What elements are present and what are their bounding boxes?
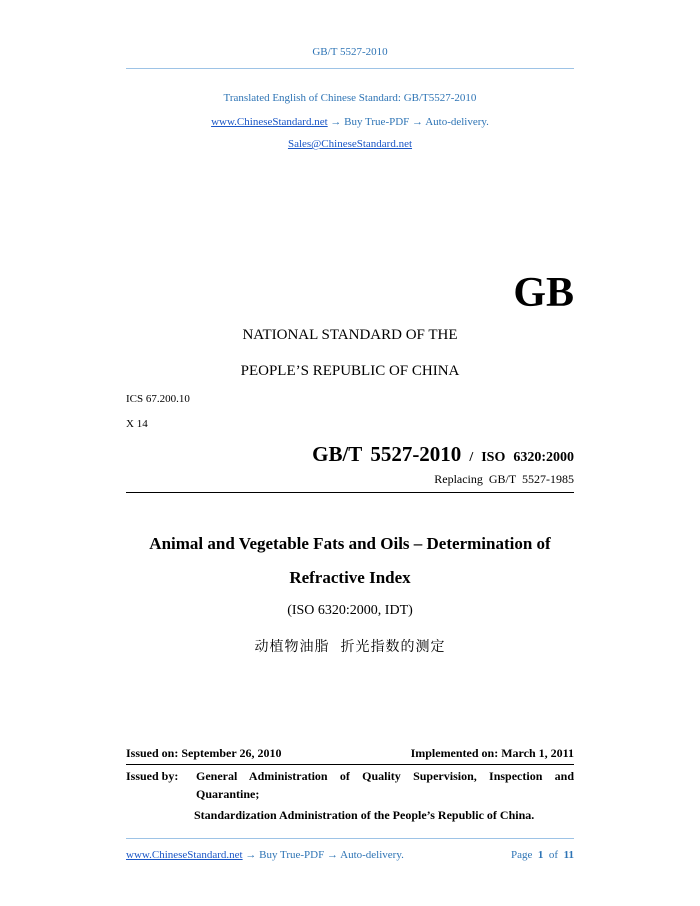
arrow-right-icon: → [245, 849, 257, 861]
purchase-links [0, 116, 700, 128]
sales-email-link[interactable]: Sales@ChineseStandard.net [287, 138, 413, 150]
document-title-line-2: Refractive Index [289, 568, 411, 587]
page-label: Page [511, 849, 533, 861]
arrow-right-icon: → [326, 849, 338, 861]
footer-buy-text: Buy True-PDF [259, 849, 325, 861]
total-pages: 11 [563, 849, 574, 861]
footer-divider [126, 838, 574, 839]
document-title-line-1: Animal and Vegetable Fats and Oils – Determination of [149, 534, 551, 553]
issuing-authority-1: General Administration of Quality Supervision, Inspection and Quarantine; [196, 769, 574, 801]
of-label: of [548, 849, 559, 861]
national-standard-line-2: PEOPLE’S REPUBLIC OF CHINA [240, 363, 460, 379]
iso-reference: (ISO 6320:2000, IDT) [287, 603, 413, 618]
replacing-note: Replacing GB/T 5527-1985 [434, 472, 574, 486]
buy-pdf-text: Buy True-PDF [344, 116, 410, 128]
email-row [0, 138, 700, 150]
arrow-right-icon: → [412, 116, 424, 128]
footer-website-link[interactable]: www.ChineseStandard.net [126, 849, 243, 861]
gb-logo: GB [513, 270, 574, 316]
footer-links [126, 849, 404, 861]
footer-delivery-text: Auto-delivery. [340, 849, 404, 861]
running-header: GB/T 5527-2010 [312, 46, 388, 58]
title-divider [126, 492, 574, 493]
arrow-right-icon: → [330, 116, 342, 128]
page-number [511, 849, 574, 861]
ics-code: ICS 67.200.10 [126, 393, 190, 405]
auto-delivery-text: Auto-delivery. [425, 116, 489, 128]
issuing-authority-2: Standardization Administration of the People’s Republic of China. [194, 808, 535, 822]
standard-number [312, 442, 574, 467]
standard-slash: / [469, 450, 474, 465]
classification-code: X 14 [126, 418, 148, 430]
issued-on-date: Issued on: September 26, 2010 [126, 746, 282, 760]
standard-code: 5527-2010 [370, 442, 462, 466]
iso-code: 6320:2000 [513, 450, 574, 465]
issued-by-label: Issued by: [126, 769, 179, 783]
standard-prefix: GB/T [312, 442, 363, 466]
current-page: 1 [537, 849, 544, 861]
chinese-title: 动植物油脂 折光指数的测定 [254, 639, 446, 655]
website-link[interactable]: www.ChineseStandard.net [211, 116, 328, 128]
national-standard-line-1: NATIONAL STANDARD OF THE [242, 327, 458, 343]
issue-divider [126, 764, 574, 765]
iso-prefix: ISO [481, 450, 506, 465]
implemented-on-date: Implemented on: March 1, 2011 [410, 746, 574, 760]
translation-note: Translated English of Chinese Standard: GB/T5527-2010 [223, 92, 477, 104]
header-divider [126, 68, 574, 69]
